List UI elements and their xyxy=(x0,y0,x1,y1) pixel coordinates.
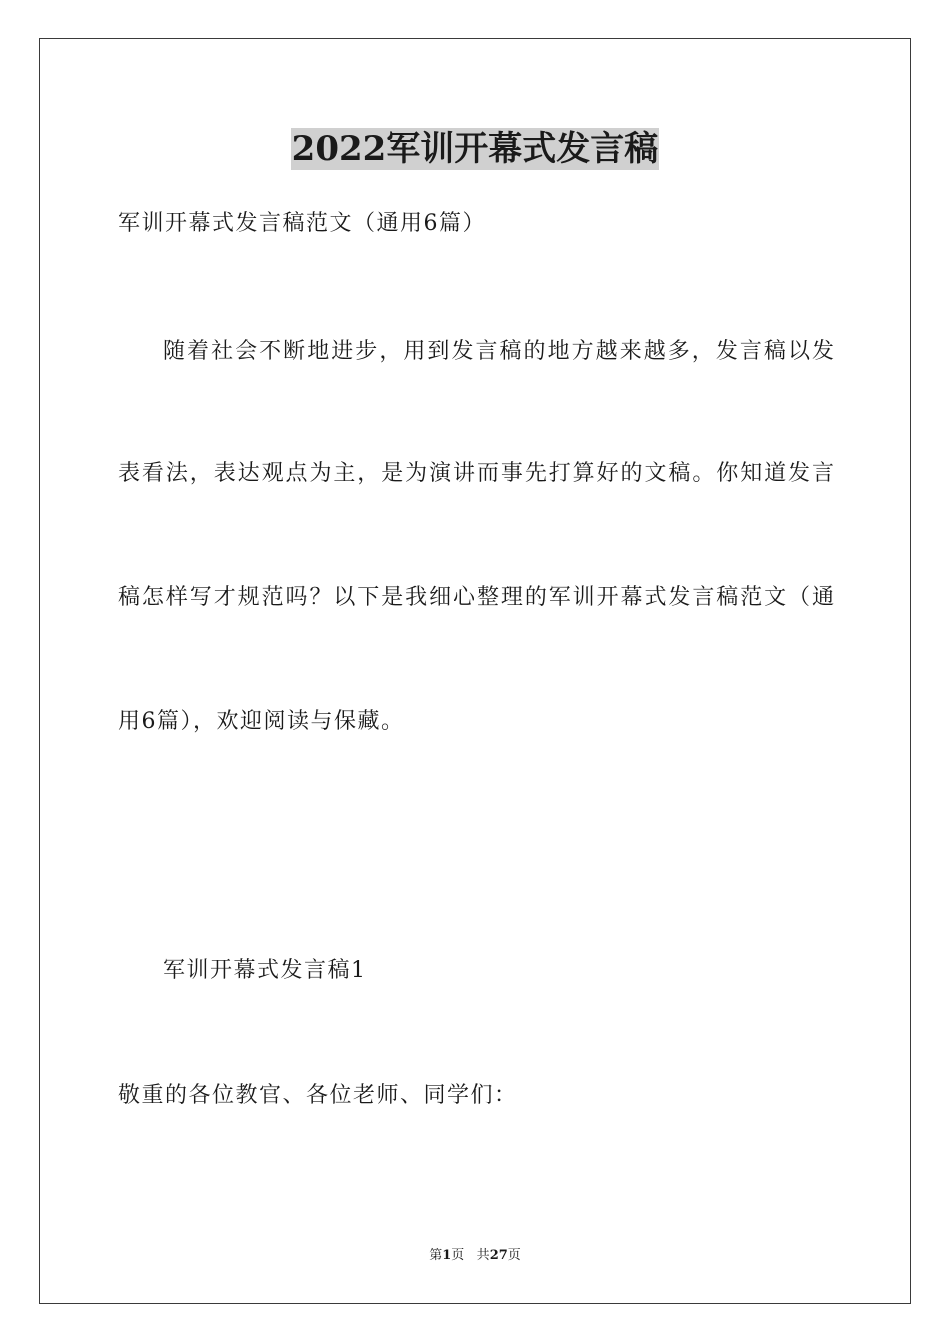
title-container xyxy=(0,128,950,170)
intro-line-4: 用6篇），欢迎阅读与保藏。 xyxy=(118,709,405,734)
section-heading: 军训开幕式发言稿1 xyxy=(163,958,367,983)
intro-line-2: 表看法，表达观点为主，是为演讲而事先打算好的文稿。你知道发言 xyxy=(118,461,834,486)
footer-page-number: 1 xyxy=(442,1248,452,1263)
footer-page-prefix: 第 xyxy=(429,1248,443,1263)
page-footer xyxy=(0,1247,950,1265)
footer-total-suffix: 页 xyxy=(507,1248,521,1263)
document-title: 2022军训开幕式发言稿 xyxy=(291,129,659,169)
footer-total-pages: 27 xyxy=(489,1248,508,1263)
footer-page-suffix: 页 xyxy=(451,1248,465,1263)
intro-line-3: 稿怎样写才规范吗？以下是我细心整理的军训开幕式发言稿范文（通 xyxy=(118,585,834,610)
subtitle-line: 军训开幕式发言稿范文（通用6篇） xyxy=(118,211,486,236)
intro-line-1: 随着社会不断地进步，用到发言稿的地方越来越多，发言稿以发 xyxy=(163,339,834,364)
salutation-line: 敬重的各位教官、各位老师、同学们： xyxy=(118,1083,518,1108)
footer-total-prefix: 共 xyxy=(476,1248,490,1263)
